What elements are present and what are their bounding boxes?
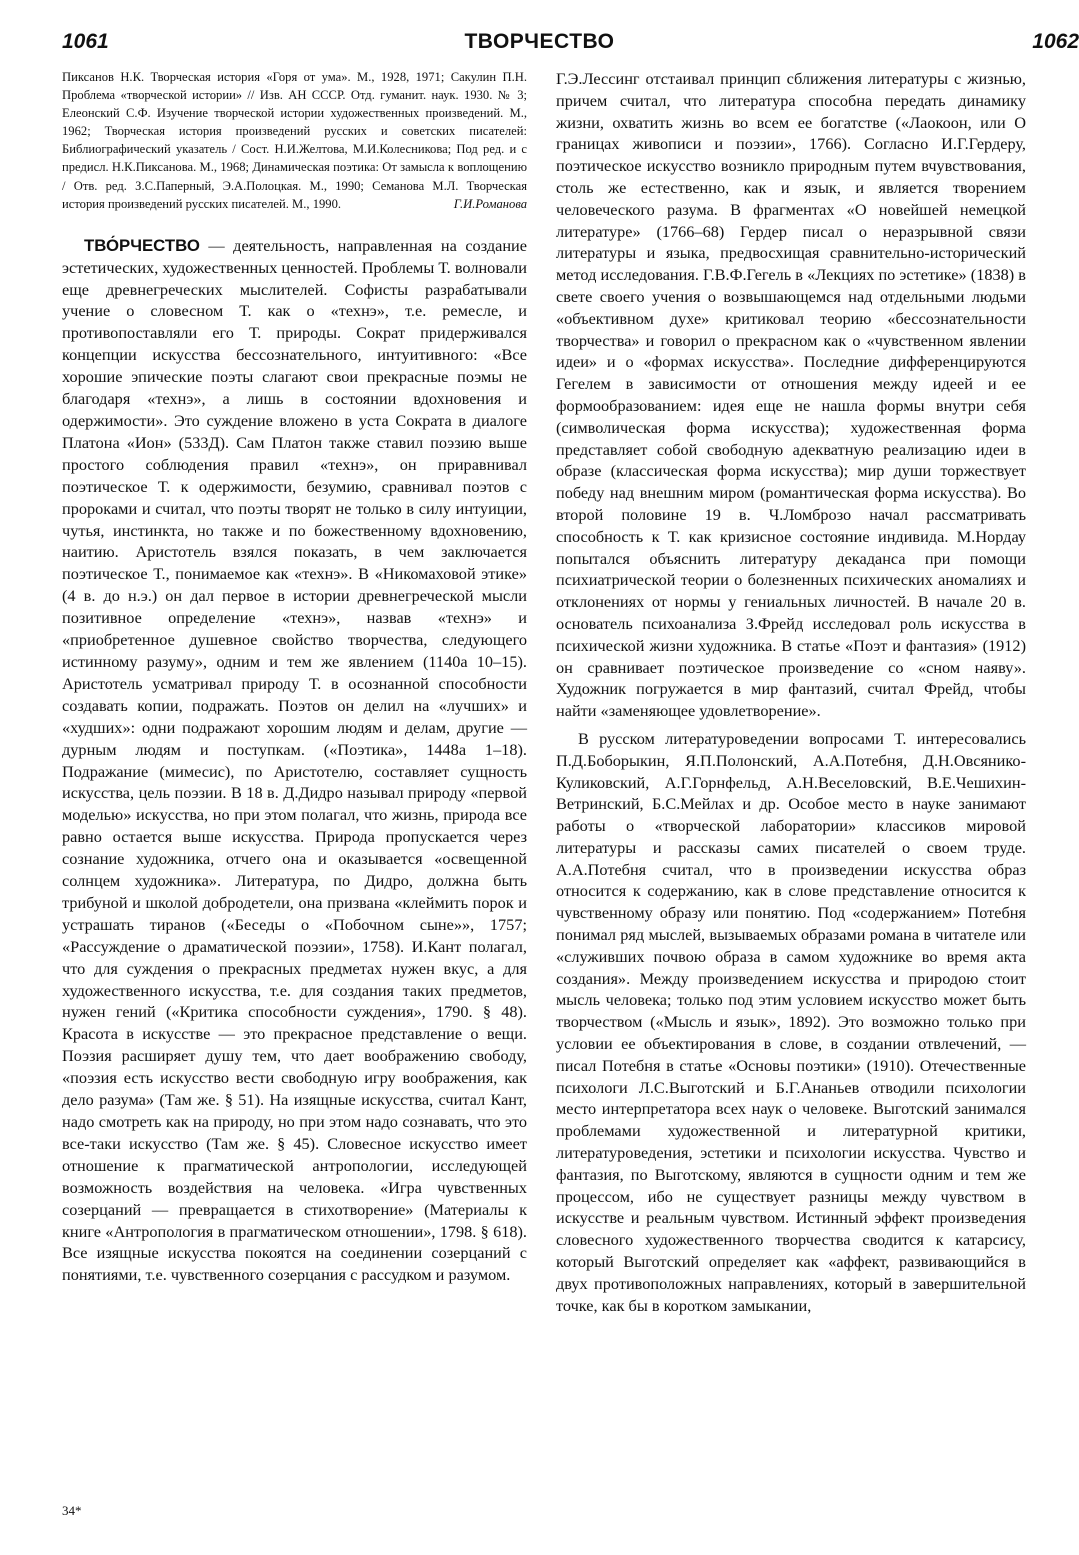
bibliography-text: Пиксанов Н.К. Творческая история «Горя от ума». М., 1928, 1971; Сакулин П.Н. Проблема «творческой истории» // Изв. АН СССР. Отд. гуманит. наук. 1930. № 3; Елеонский С.Ф. Изучение творческой истории художественных произведений. М., 1962; Творческая история произведений русских и советских писателей: Библиографический указатель / Сост. Н.И.Желтова, М.И.Колесникова; Под ред. и с предисл. Н.К.Пиксанова. М., 1968; Динамическая поэтика: От замысла к воплощению / Отв. ред. З.С.Паперный, Э.А.Полоцкая. М., 1990; Семанова М.Л. Творческая история произведений русских писателей. М., 1990.: [62, 70, 527, 211]
page-number-right: 1062: [1032, 30, 1079, 53]
article-headword: ТВО́РЧЕСТВО: [84, 235, 200, 255]
running-title: ТВОРЧЕСТВО: [464, 30, 615, 53]
article-paragraph-1: [62, 235, 527, 1287]
author-signature: Г.И.Романова: [453, 196, 527, 211]
page-header: [62, 30, 1079, 60]
right-column: [556, 68, 1026, 1316]
article-text-left: — деятельность, направленная на создание эстетических, художественных ценностей. Проблемы Т. волновали еще древнегреческих мыслителей. Софисты разрабатывали учение о словесном Т. как о «технэ», т.е. ремесле, и противопоставляли его Т. природы. Сократ придерживался концепции искусства бессознательного, интуитивного: «Все хорошие эпические поэты слагают свои прекрасные поэмы не благодаря «технэ», а лишь в состоянии вдохновения и одержимости». Это суждение вложено в уста Сократа в диалоге Платона «Ион» (533Д). Сам Платон также ставил поэзию выше простого соблюдения правил «технэ», он приравнивал поэтическое Т. к одержимости, безумию, сравнивал поэтов с пророками и считал, что поэты творят не только в силу интуиции, чутья, инстинкта, но также и по божественному вдохновению, наитию. Аристотель взялся показать, в чем заключается поэтическое Т., понимаемое как «технэ». В «Никомаховой этике» (4 в. до н.э.) он дал первое в истории древнегреческой мысли позитивное определение «технэ», назвав «технэ» и «приобретенное душевное свойство творчества, следующего истинному разуму», одним и тем же явлением (1140а 10–15). Аристотель усматривал природу Т. в осознанной способности создавать копии, подражать. Поэтов он делил на «лучших» и «худших»: одни подражают хорошим людям и делам, другие — дурным людям и поступкам. («Поэтика», 1448а 1–18). Подражание (мимесис), по Аристотелю, составляет сущность искусства, цель поэзии. В 18 в. Д.Дидро называл природу «первой моделью» искусства, но при этом полагал, что жизнь, природа все равно остается выше искусства. Природа пропускается через сознание художника, отчего она и оказывается «освещенной солнцем художника». Литература, по Дидро, должна быть трибуной и школой добродетели, она призвана «клеймить порок и устрашать тиранов («Беседы о «Побочном сыне»», 1757; «Рассуждение о драматической поэзии», 1758). И.Кант полагал, что для суждения о прекрасных предметах нужен вкус, а для художественного искусства, т.е. для создания таких предметов, нужен гений («Критика способности суждения», 1790. § 48). Красота в искусстве — это прекрасное представление о вещи. Поэзия расширяет душу тем, что дает воображению свободу, «поэзия есть искусство вести свободную игру воображения, как дело разума» (Там же. § 51). На изящные искусства, считал Кант, надо смотреть как на природу, но при этом надо сознавать, что это все-таки искусство (Там же. § 45). Словесное искусство имеет отношение к прагматической антропологии, исследующей возможность воздействия на человека. «Игра чувственных созерцаний — превращается в стихотворение» (Материалы к книге «Антропология в прагматическом отношении», 1798. § 618). Все изящные искусства покоятся на соединении созерцаний с понятиями, т.е. чувственного созерцания с рассудком и разумом.: [62, 235, 527, 1285]
page-number-left: 1061: [62, 30, 109, 53]
article-paragraph-continuation: Г.Э.Лессинг отстаивал принцип сближения литературы с жизнью, причем считал, что литература способна передать динамику жизни, охватить жизнь во всем ее богатстве («Лаокоон, или О границах живописи и поэзии», 1766). Согласно И.Г.Гердеру, поэтическое искусство возникло природным путем вчувствования, столь же естественно, как и язык, и является творением человеческого разума. В фрагментах «О новейшей немецкой литературе» (1766–68) Гердер писал о неразрывной связи литературы и языка, предвосхищая сравнительно-исторический метод исследования. Г.В.Ф.Гегель в «Лекциях по эстетике» (1838) в свете своего учения о возвышающемся над отдельными людьми «объективном духе» критиковал теорию «бессознательности творчества» и говорил о прекрасном как о «чувственном явлении идеи» и о «формах искусства». Последние дифференцируются Гегелем в зависимости от отношения между идеей и ее формообразованием: идея еще не нашла формы внутри себя (символическая форма искусства); художественная форма представляет собой свободную адекватную реализацию идеи в образе (классическая форма искусства); мир души торжествует победу над внешним миром (романтическая форма искусства). Во второй половине 19 в. Ч.Ломброзо начал рассматривать способность к Т. как кризисное состояние индивида. М.Нордау попытался объяснить литературу декаданса при помощи психиатрической теории о болезненных психических аномалиях и отклонениях от нормы у гениальных личностей. В начале 20 в. основатель психоанализа З.Фрейд исследовал роль искусства в психической жизни художника. В статье «Поэт и фантазия» (1912) он сравнивает поэтическое произведение со «сном наяву». Художник погружается в мир фантазий, считал Фрейд, чтобы найти «заменяющее удовлетворение».: [556, 69, 1026, 721]
bibliography: [62, 68, 527, 213]
signature-mark: 34*: [62, 1503, 82, 1518]
article-paragraph-2: В русском литературоведении вопросами Т. интересовались П.Д.Боборыкин, Я.П.Полонский, А.А.Потебня, Д.Н.Овсянико-Куликовский, А.Г.Горнфельд, А.Н.Веселовский, В.Е.Чешихин-Ветринский, Б.С.Мейлах и др. Особое место в науке занимают работы о «творческой лаборатории» классиков мировой литературы и рассказы самих писателей о своем труде. А.А.Потебня считал, что в произведении искусства образ относится к содержанию, как в слове представление относится к чувственному образу или понятию. Под «содержанием» Потебня понимал ряд мыслей, вызываемых образами романа в читателе или «служивших почвою образа в самом художнике во время акта создания». Между произведением искусства и природою стоит мысль человека; только под этим условием искусство может быть творчеством («Мысль и язык», 1892). Это возможно только при условии ее объектирования в слове, в создании отвлечений, — писал Потебня в статье «Основы поэтики» (1910). Отечественные психологи Л.С.Выготский и Б.Г.Ананьев отводили психологии место интерпретатора всех наук о человеке. Выготский занимался проблемами художественной и литературной критики, литературоведения, эстетики и психологии искусства. Чувство и фантазия, по Выготскому, являются в сущности одним и тем же процессом, ибо не существует разницы между чувством в искусстве и реальным чувством. Истинный эффект произведения словесного художественного творчества сводится к катарсису, который Выготский определяет как «аффект, развивающийся в двух противоположных направлениях, который в завершительной точке, как бы в коротком замыкании,: [556, 728, 1026, 1315]
left-column: [62, 68, 527, 1286]
